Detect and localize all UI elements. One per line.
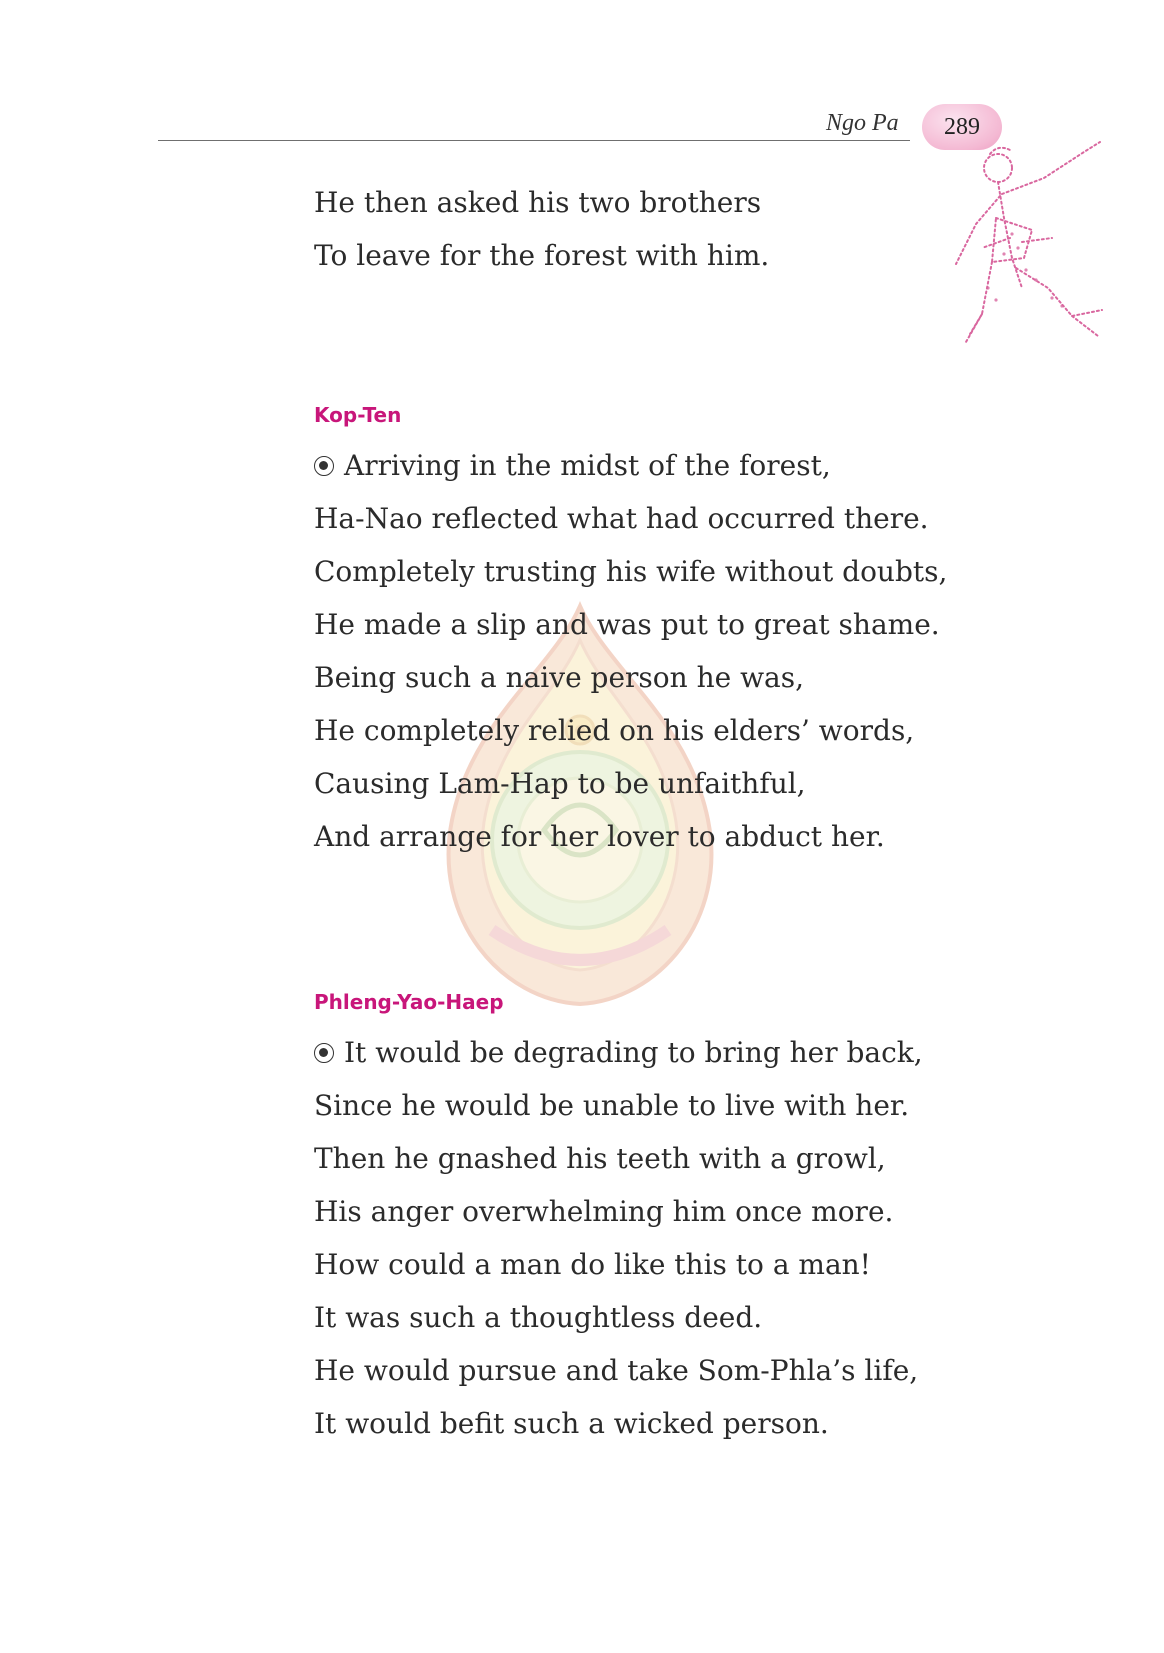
verse-line: It was such a thoughtless deed. xyxy=(314,1301,763,1334)
verse-text: It would be degrading to bring her back, xyxy=(344,1036,923,1069)
dancer-illustration xyxy=(952,138,1112,348)
verse-line: And arrange for her lover to abduct her. xyxy=(314,820,885,853)
verse-line: Then he gnashed his teeth with a growl, xyxy=(314,1142,886,1175)
running-title: Ngo Pa xyxy=(826,110,899,136)
stanza-kop-ten xyxy=(314,439,947,863)
verse-line xyxy=(314,1026,923,1079)
verse-line: Being such a naive person he was, xyxy=(314,661,805,694)
verse-line: To leave for the forest with him. xyxy=(314,239,770,272)
verse-text: Arriving in the midst of the forest, xyxy=(344,449,831,482)
verse-line: He then asked his two brothers xyxy=(314,186,762,219)
bullet-icon xyxy=(314,456,334,476)
bullet-icon xyxy=(314,1043,334,1063)
page-number: 289 xyxy=(944,114,980,140)
verse-line: He would pursue and take Som-Phla’s life, xyxy=(314,1354,919,1387)
section-heading-kop-ten: Kop-Ten xyxy=(314,403,402,427)
verse-line xyxy=(314,439,947,492)
verse-line: He made a slip and was put to great shame. xyxy=(314,608,940,641)
stanza-phleng-yao-haep xyxy=(314,1026,923,1450)
section-heading-phleng-yao-haep: Phleng-Yao-Haep xyxy=(314,990,504,1014)
verse-line: How could a man do like this to a man! xyxy=(314,1248,871,1281)
opening-stanza xyxy=(314,176,769,282)
verse-line: Ha-Nao reflected what had occurred there. xyxy=(314,502,929,535)
verse-line: Completely trusting his wife without doubts, xyxy=(314,555,948,588)
verse-line: Causing Lam-Hap to be unfaithful, xyxy=(314,767,806,800)
verse-line: It would befit such a wicked person. xyxy=(314,1407,829,1440)
verse-line: He completely relied on his elders’ words, xyxy=(314,714,915,747)
verse-line: Since he would be unable to live with her. xyxy=(314,1089,910,1122)
header-rule xyxy=(158,140,910,141)
verse-line: His anger overwhelming him once more. xyxy=(314,1195,894,1228)
